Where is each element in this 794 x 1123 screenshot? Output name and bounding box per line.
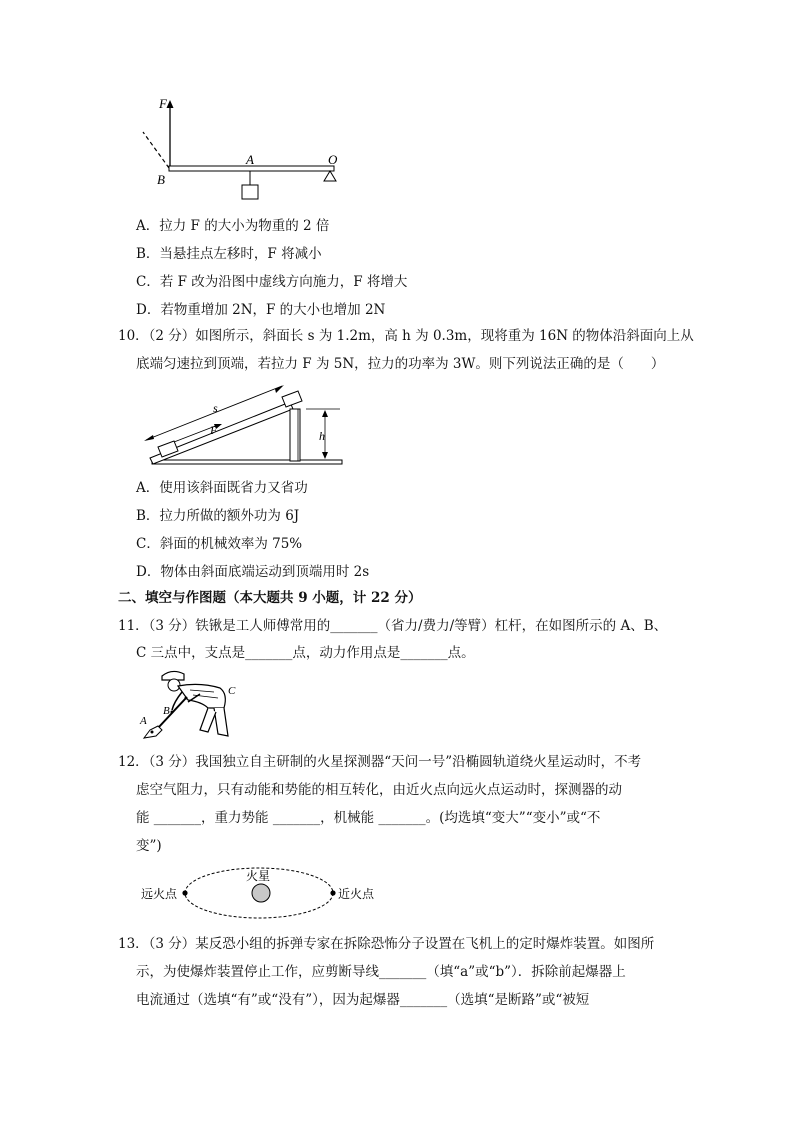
q11-text-line2: C 三点中，支点是_______点，动力作用点是_______点。 — [136, 645, 475, 661]
orbit-label-near: 近火点 — [338, 887, 375, 901]
q9-option-d: D．若物重增加 2N，F 的大小也增加 2N — [136, 302, 386, 318]
orbit-label-mars: 火星 — [246, 869, 271, 883]
q12-text-line2: 虑空气阻力，只有动能和势能的相互转化，由近火点向远火点运动时，探测器的动 — [136, 782, 622, 798]
shovel-label-C: C — [228, 685, 236, 697]
shovel-figure — [138, 668, 244, 740]
label-A: A — [246, 152, 254, 167]
lever-figure — [140, 92, 350, 192]
shovel-label-A: A — [140, 715, 147, 727]
q9-option-a: A．拉力 F 的大小为物重的 2 倍 — [136, 218, 330, 234]
incline-label-h: h — [319, 429, 325, 443]
q13-text-line1: 13．（3 分）某反恐小组的拆弹专家在拆除恐怖分子设置在飞机上的定时爆炸装置。如图所 — [118, 936, 655, 952]
q10-text-line2: 底端匀速拉到顶端，若拉力 F 为 5N，拉力的功率为 3W。则下列说法正确的是（ ） — [136, 356, 665, 372]
q12-text-line3: 能 _______，重力势能 _______，机械能 _______。(均选填“变大”“变小”或“不 — [136, 810, 601, 826]
q10-text-line1: 10．（2 分）如图所示，斜面长 s 为 1.2m，高 h 为 0.3m，现将重为 16N 的物体沿斜面向上从 — [118, 328, 694, 344]
incline-figure — [140, 384, 350, 470]
orbit-figure — [138, 862, 375, 922]
q9-option-b: B．当悬挂点左移时，F 将减小 — [136, 246, 322, 262]
q11-text-line1: 11．（3 分）铁锹是工人师傅常用的_______（省力/费力/等臂）杠杆，在如图所示的 A、B、 — [118, 618, 668, 634]
label-F: F — [159, 96, 167, 111]
q12-text-line1: 12．（3 分）我国独立自主研制的火星探测器“天问一号”沿椭圆轨道绕火星运动时，不考 — [118, 754, 642, 770]
incline-label-F: F — [210, 423, 218, 437]
q10-option-b: B．拉力所做的额外功为 6J — [136, 508, 300, 524]
section-heading: 二、填空与作图题（本大题共 9 小题，计 22 分） — [118, 590, 422, 606]
incline-label-s: s — [213, 401, 218, 415]
q13-text-line3: 电流通过（选填“有”或“没有”），因为起爆器_______（选填“是断路”或“被短 — [136, 992, 590, 1008]
q10-option-d: D．物体由斜面底端运动到顶端用时 2s — [136, 564, 370, 580]
label-O: O — [328, 152, 338, 167]
q10-option-a: A．使用该斜面既省力又省功 — [136, 480, 308, 496]
q12-text-line4: 变”) — [136, 838, 162, 854]
orbit-label-far: 远火点 — [141, 887, 178, 901]
q13-text-line2: 示，为使爆炸装置停止工作，应剪断导线_______（填“a”或“b”）．拆除前起爆器上 — [136, 964, 626, 980]
q10-option-c: C．斜面的机械效率为 75% — [136, 536, 303, 552]
label-B: B — [157, 172, 165, 187]
shovel-label-B: B — [163, 705, 170, 717]
q9-option-c: C．若 F 改为沿图中虚线方向施力，F 将增大 — [136, 274, 408, 290]
